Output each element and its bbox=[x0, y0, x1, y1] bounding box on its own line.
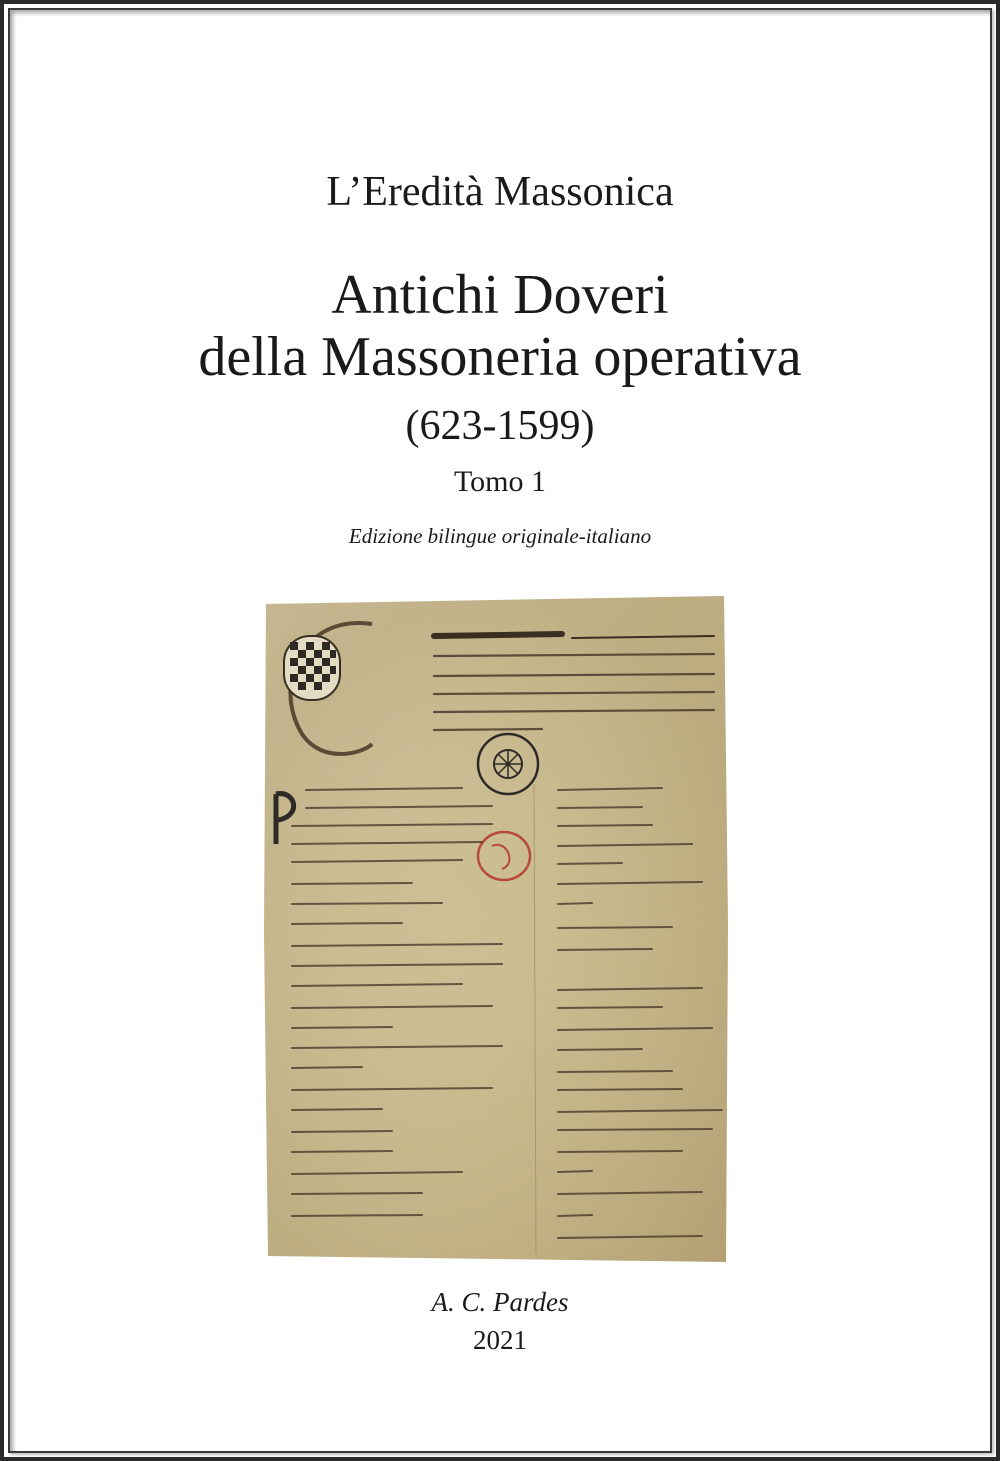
volume-label: Tomo 1 bbox=[453, 465, 547, 498]
manuscript-image bbox=[262, 594, 730, 1266]
date-range: (623-1599) bbox=[405, 403, 595, 449]
manuscript-page-icon bbox=[262, 594, 730, 1266]
series-title: L’Eredità Massonica bbox=[326, 169, 674, 215]
publication-year: 2021 bbox=[473, 1325, 527, 1355]
book-title-line-1: Antichi Doveri bbox=[331, 264, 669, 326]
edition-subtitle: Edizione bilingue originale-italiano bbox=[348, 524, 652, 548]
book-title-line-2: della Massoneria operativa bbox=[198, 326, 802, 388]
publisher-name: A. C. Pardes bbox=[431, 1287, 569, 1317]
book-title bbox=[0, 264, 1000, 388]
